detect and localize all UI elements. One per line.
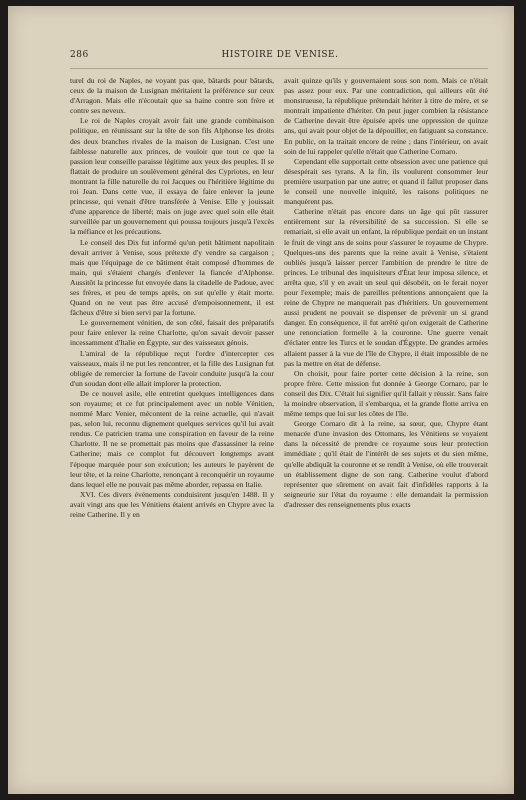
paragraph: L'amiral de la république reçut l'ordre d'intercepter ces vaisseaux, mais il ne put les rencontrer, et la fille des Lusignan fut obligée de remercier la fortune de l'avoir conduite jusqu'à la cour d'un soudan dont elle allait implorer la protection. bbox=[70, 348, 274, 388]
paragraph: On choisit, pour faire porter cette décision à la reine, son propre frère. Cette mission fut donnée à George Cornaro, par le conseil des Dix. C'était lui signifier qu'il fallait y réussir. Sans faire la moindre observation, il s'embarqua, et la grande flotte arriva en même temps que lui sur les côtes de l'île. bbox=[284, 368, 488, 419]
page-number: 286 bbox=[70, 50, 89, 60]
paragraph: avait quinze qu'ils y gouvernaient sous son nom. Mais ce n'était pas assez pour eux. Par une contradiction, qui ailleurs eût été monstrueuse, la république prétendait hériter à titre de mère, et se montrait impatiente d'hériter. On peut juger combien la résistance de Catherine devait être épuisée après une oppression de quinze ans, qui avait pour objet de la dépouiller, en fatiguant sa constance. En public, on la traitait encore de reine ; dans l'intérieur, on avait soin de lui rappeler qu'elle n'était que Catherine Cornaro. bbox=[284, 76, 488, 156]
paragraph: Le conseil des Dix fut informé qu'un petit bâtiment napolitain devait arriver à Venise, sous prétexte d'y vendre sa cargaison ; mais que l'équipage de ce bâtiment était composé d'hommes de main, qui s'étaient chargés d'enlever la fiancée d'Alphonse. Aussitôt la princesse fut envoyée dans la citadelle de Padoue, avec ses frères, et peu de temps après, on sut qu'elle y était morte. Quand on ne veut pas être accusé d'empoisonnement, il est fâcheux d'être si bien servi par la fortune. bbox=[70, 237, 274, 318]
paragraph: Catherine n'était pas encore dans un âge qui pût rassurer entièrement sur la réversibilité de sa succession. Si elle se remariait, si elle avait un enfant, la république perdait en un instant le fruit de vingt ans de soins pour s'assurer le royaume de Chypre. Quelques-uns des parents que la reine avait à Venise, s'étaient oubliés jusqu'à laisser percer l'ambition de prendre le titre de princes. Le tribunal des inquisiteurs d'État leur imposa silence, et arrêta que, s'il y en avait un seul qui désobéit, on le ferait noyer pour l'exemple; mais de pareilles prétentions annonçaient que la reine de Chypre ne manquerait pas d'héritiers. Un gouvernement aussi prudent ne pouvait se dispenser de prévenir un si grand danger. En conséquence, il fut arrêté qu'on exigerait de Catherine une renonciation formelle à la couronne. Une guerre venait d'éclater entre les Turcs et le soudan d'Égypte. De grandes armées allaient passer à la vue de l'île de Chypre, il était impossible de ne pas la mettre en état de défense. bbox=[284, 207, 488, 368]
paragraph: turel du roi de Naples, ne voyant pas que, bâtards pour bâtards, ceux de la maison de Lusignan méritaient la préférence sur ceux d'Arragon. Mais elle n'écoutait que sa haine contre son frère et contre ses neveux. bbox=[70, 76, 274, 116]
paragraph: XVI. Ces divers événements conduisirent jusqu'en 1488. Il y avait vingt ans que les Vénitiens étaient arrivés en Chypre avec la reine Catherine. Il y en bbox=[70, 489, 274, 520]
paragraph: De ce nouvel asile, elle entretint quelques intelligences dans son royaume; et ce fut principalement avec un noble Vénitien, nommé Marc Venier, mécontent de la reine actuelle, qui n'avait pas, selon lui, reconnu dignement quelques services qu'il lui avait rendus. Ce patricien trama une conspiration en faveur de la reine Charlotte. Il ne se promettait pas moins que d'assassiner la reine Catherine; mais ce complot fut découvert longtemps avant l'époque marquée pour son exécution; les auteurs le payèrent de leur tête, et la reine Charlotte, renonçant à reconquérir un royaume dans lequel elle ne pouvait pas même aborder, repassa en Italie. bbox=[70, 388, 274, 489]
page-header bbox=[70, 50, 490, 64]
book-page bbox=[8, 6, 514, 794]
paragraph: Le gouvernement vénitien, de son côté, faisait des préparatifs pour faire enlever la reine Charlotte, qu'on savait devoir passer incessamment d'Italie en Égypte, sur des vaisseaux génois. bbox=[70, 318, 274, 348]
right-column bbox=[284, 76, 488, 788]
paragraph: Le roi de Naples croyait avoir fait une grande combinaison politique, en réunissant sur la tête de son fils Alphonse les droits des deux branches rivales de la maison de Lusignan. C'est une faiblesse naturelle aux princes, de vouloir que tout ce que la passion leur conseille paraisse légitime aux yeux des peuples. Il se flattait de produire un soulèvement général des Cypriotes, en leur montrant la fille naturelle du roi Jacques ou l'héritière légitime du roi Jean. Dans cette vue, il essaya de faire enlever la jeune princesse, qui venait d'être transférée à Venise. Elle y jouissait d'une apparence de liberté; mais on juge avec quel soin elle était surveillée par un gouvernement qui poussa toujours jusqu'à l'excès la méfiance et les précautions. bbox=[70, 116, 274, 237]
paragraph: Cependant elle supportait cette obsession avec une patience qui désespérait ses tyrans. A la fin, ils voulurent consommer leur première usurpation par une autre; et quand il fallut proposer dans le conseil une nouvelle iniquité, les raisons politiques ne manquèrent pas. bbox=[284, 156, 488, 207]
header-rule bbox=[70, 68, 488, 69]
running-title: HISTOIRE DE VENISE. bbox=[221, 50, 339, 60]
left-column bbox=[70, 76, 274, 788]
paragraph: George Cornaro dit à la reine, sa sœur, que, Chypre étant menacée d'une invasion des Ottomans, les Vénitiens se voyaient dans la nécessité de prendre ce royaume sous leur protection immédiate ; qu'il était de l'intérêt de ses sujets et du sien même, qu'elle abdiquât la couronne et se rendît à Venise, où elle trouverait un établissement digne de son rang. Catherine voulut d'abord représenter que sûrement on avait fait d'infidèles rapports à la seigneurie sur l'état du royaume : elle demandait la permission d'adresser des renseignements plus exacts bbox=[284, 419, 488, 509]
